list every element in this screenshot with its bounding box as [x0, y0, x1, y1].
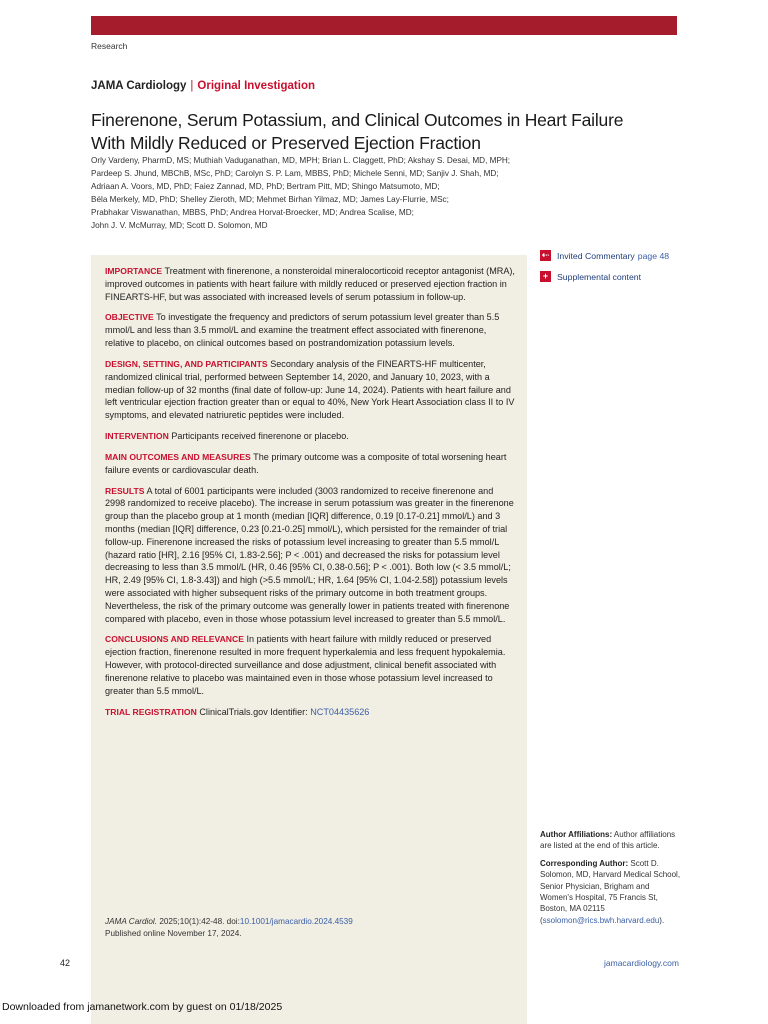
journal-separator: |: [190, 80, 194, 92]
abstract-text: In patients with heart failure with mildly reduced or preserved ejection fraction, finerenone resulted in more frequent hyperkalemia and less frequent hypokalemia. However, with protocol-directed surveillance and dose adjustment, clinical benefit associated with finerenone relative to placebo was maintained even in those whose potassium level increased to greater than 5.5 mmol/L.: [105, 634, 506, 696]
download-notice: Downloaded from jamanetwork.com by guest on 01/18/2025: [2, 1001, 283, 1013]
author-line: Pardeep S. Jhund, MBChB, MSc, PhD; Carolyn S. P. Lam, MBBS, PhD; Michele Senni, MD; Sanjiv J. Shah, MD;: [91, 168, 499, 178]
corresponding-close: ).: [659, 915, 665, 925]
sidebar-links: [540, 250, 690, 292]
author-line: Prabhakar Viswanathan, MBBS, PhD; Andrea Horvat-Broecker, MD; Andrea Scalise, MD;: [91, 207, 414, 217]
citation-journal: JAMA Cardiol.: [105, 917, 158, 926]
abstract-conclusions: [105, 633, 515, 697]
journal-site-link[interactable]: jamacardiology.com: [604, 958, 679, 968]
abstract-heading: INTERVENTION: [105, 431, 169, 442]
abstract-heading: DESIGN, SETTING, AND PARTICIPANTS: [105, 358, 268, 369]
abstract-text: Secondary analysis of the FINEARTS-HF multicenter, randomized clinical trial, performed between September 14, 2020, and January 10, 2023, with a median follow-up of 32 months (final date of follow-up: June 14, 2024). Patients with heart failure and left ventricular ejection fraction greater than or equal to 40%, New York Heart Association class II to IV symptoms, and elevated natriuretic peptides were included.: [105, 358, 515, 421]
abstract-results: [105, 485, 515, 626]
abstract-intervention: [105, 430, 515, 443]
abstract-heading: IMPORTANCE: [105, 266, 163, 276]
top-brand-bar: [91, 16, 677, 35]
abstract-heading: RESULTS: [105, 485, 145, 496]
article-title-line-2: With Mildly Reduced or Preserved Ejection Fraction: [91, 132, 481, 153]
abstract-importance: [105, 265, 515, 303]
abstract-heading: MAIN OUTCOMES AND MEASURES: [105, 451, 251, 462]
link-page: page 48: [637, 250, 670, 261]
link-label: Invited Commentary: [557, 250, 635, 261]
supplemental-content-link[interactable]: [540, 271, 690, 282]
author-line: Adriaan A. Voors, MD, PhD; Faiez Zannad, MD, PhD; Bertram Pitt, MD; Shingo Matsumoto, MD;: [91, 181, 440, 191]
abstract-body: [105, 265, 515, 726]
author-info-sidebar: [540, 829, 682, 932]
doi-link[interactable]: 10.1001/jamacardio.2024.4539: [239, 917, 353, 926]
journal-line: [91, 80, 315, 92]
abstract-objective: [105, 311, 515, 349]
section-label: Research: [91, 41, 128, 51]
abstract-design: [105, 358, 515, 422]
journal-name: JAMA Cardiology: [91, 80, 187, 92]
article-title-line-1: Finerenone, Serum Potassium, and Clinical Outcomes in Heart Failure: [91, 109, 624, 130]
trial-registration-link[interactable]: NCT04435626: [310, 706, 370, 717]
link-label: Supplemental content: [557, 271, 642, 282]
abstract-text: To investigate the frequency and predictors of serum potassium level greater than 5.5 mmol/L and less than 3.5 mmol/L and examine the treatment effect associated with finerenone, relative to placebo, on clinical outcomes based on postrandomization potassium levels.: [105, 312, 500, 349]
article-type: Original Investigation: [197, 80, 315, 92]
author-line: Orly Vardeny, PharmD, MS; Muthiah Vaduganathan, MD, MPH; Brian L. Claggett, PhD; Akshay S. Desai, MD, MPH;: [91, 156, 511, 165]
published-date: Published online November 17, 2024.: [105, 928, 242, 938]
author-line: Béla Merkely, MD, PhD; Shelley Zieroth, MD; Mehmet Birhan Yilmaz, MD; James Lay-Flurrie, MSc;: [91, 194, 449, 204]
affiliations-heading: Author Affiliations:: [540, 830, 613, 839]
author-line: John J. V. McMurray, MD; Scott D. Solomon, MD: [91, 220, 268, 230]
citation-line: [105, 916, 353, 928]
invited-commentary-link[interactable]: [540, 250, 690, 261]
author-affiliations: [540, 829, 682, 852]
abstract-box: [91, 255, 527, 1024]
plus-icon: +: [540, 271, 551, 282]
arrow-left-icon: ⇠: [541, 250, 550, 260]
article-title: [91, 109, 691, 155]
abstract-text: Treatment with finerenone, a nonsteroidal mineralocorticoid receptor antagonist (MRA), improved outcomes in patients with heart failure with mildly reduced or preserved ejection fraction in FINEARTS-HF, but was associated with increased levels of serum potassium in follow-up.: [105, 266, 515, 302]
abstract-text: A total of 6001 participants were included (3003 randomized to receive finerenone and 2998 randomized to receive placebo). The increase in serum potassium was greater in the finerenone group than the placebo group at 1 month (median [IQR] difference, 0.19 [0.17-0.21] mmol/L) and 3 months (median [IQR] difference, 0.23 [0.21-0.25] mmol/L), which persisted for the remainder of trial follow-up. Finerenone increased the risks of potassium level increasing to greater than 5.5 mmol/L (hazard ratio [HR], 2.16 [95% CI, 1.83-2.56]; P < .001) and decreased the risks for potassium level decreasing to less than 3.5 mmol/L (HR, 0.46 [95% CI, 0.38-0.56]; P < .001). Both low (< 3.5 mmol/L; HR, 2.49 [95% CI, 1.8-3.43]) and high (>5.5 mmol/L; HR, 1.64 [95% CI, 1.04-2.58]) potassium levels were associated with higher subsequent risks of the primary outcome in both treatment groups. Nevertheless, the risk of the primary outcome was generally lower in patients treated with finerenone compared with placebo, even in those whose potassium level increased to greater than 5.5 mmol/L.: [105, 485, 514, 624]
abstract-heading: OBJECTIVE: [105, 312, 154, 323]
abstract-outcomes: [105, 451, 515, 477]
corresponding-heading: Corresponding Author:: [540, 858, 629, 868]
abstract-text: The primary outcome was a composite of total worsening heart failure events or cardiovascular death.: [105, 451, 507, 475]
page-number: 42: [60, 958, 71, 968]
affiliations-text: Author affiliations are listed at the end of this article.: [540, 830, 676, 851]
abstract-registration: [105, 706, 515, 719]
abstract-heading: CONCLUSIONS AND RELEVANCE: [105, 634, 244, 645]
corresponding-email-link[interactable]: ssolomon@rics.bwh.harvard.edu: [542, 915, 660, 925]
abstract-text: Participants received finerenone or placebo.: [171, 431, 349, 442]
abstract-text: ClinicalTrials.gov Identifier:: [199, 706, 308, 717]
abstract-heading: TRIAL REGISTRATION: [105, 706, 197, 717]
citation-block: [105, 916, 353, 939]
corresponding-author: [540, 858, 682, 926]
author-list: [91, 155, 561, 232]
citation-ref: 2025;10(1):42-48. doi:: [159, 917, 240, 926]
corresponding-text: Scott D. Solomon, MD, Harvard Medical School, Senior Physician, Brigham and Women's Hospital, 75 Francis St, Boston, MA 02115 (: [540, 858, 681, 925]
